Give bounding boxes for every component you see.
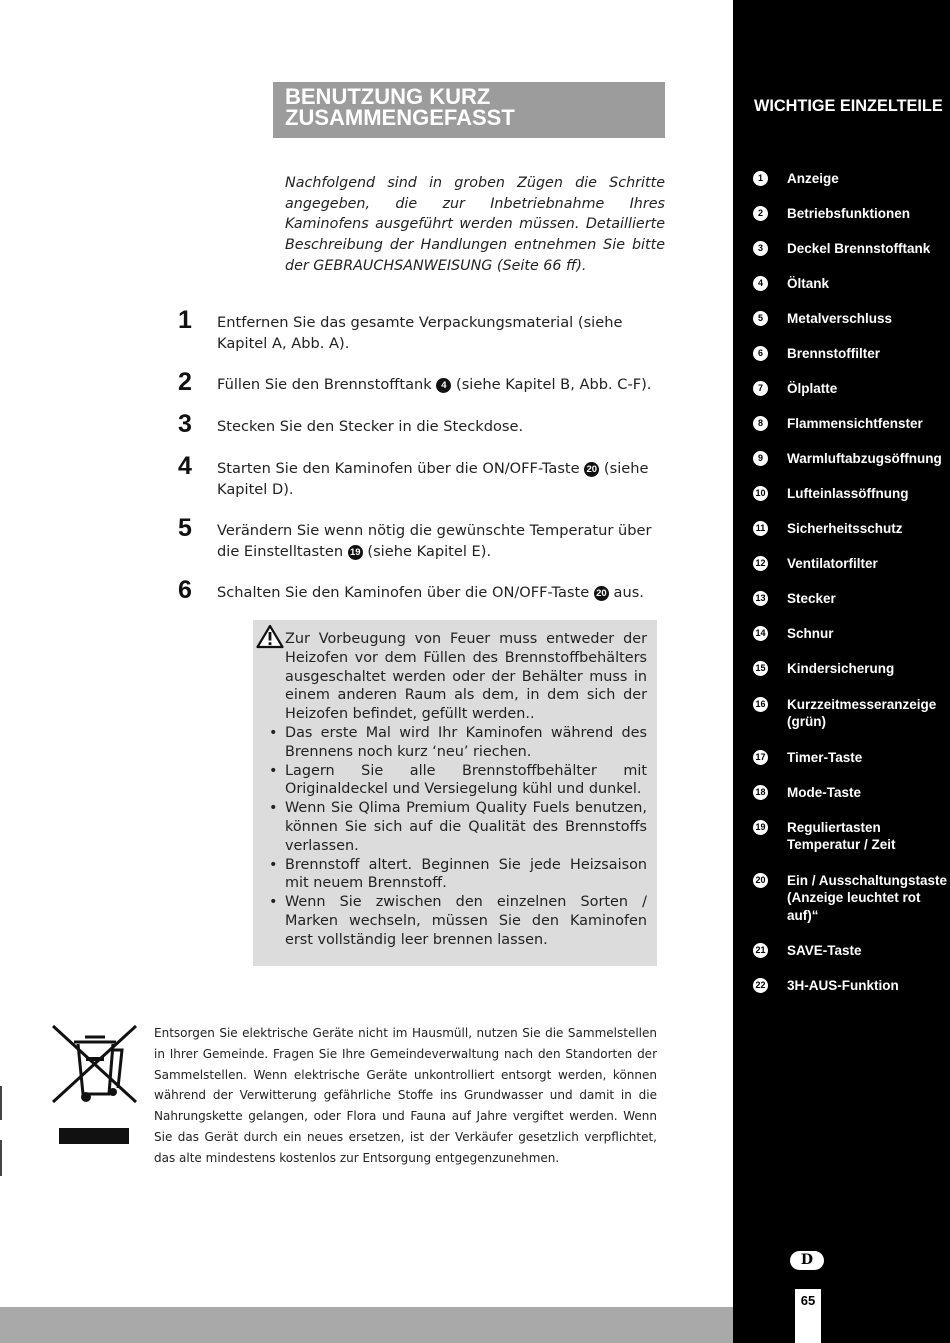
safety-notice-main: Zur Vorbeugung von Feuer muss entweder der Heizofen vor dem Füllen des Brennstoffbehälters ausgeschaltet werden oder der Behälter muss in einem anderen Raum als dem, in dem sich der Heizofen befindet, gefüllt werden..	[285, 631, 647, 723]
step-number: 1	[178, 306, 192, 334]
part-number-badge: 19	[753, 820, 768, 835]
part-label: Schnur	[787, 626, 834, 641]
part-label: Öltank	[787, 276, 830, 291]
part-number-badge: 2	[753, 206, 768, 221]
safety-notice-item: • Wenn Sie zwischen den einzelnen Sorten / Marken wechseln, müssen Sie den Kaminofen erst vollständig leer brennen lassen.	[285, 893, 647, 949]
step-6	[178, 576, 668, 604]
step-number: 6	[178, 576, 192, 604]
step-number: 5	[178, 514, 192, 542]
safety-notice-box	[253, 620, 657, 966]
part-label: Ein / Ausschaltungstaste (Anzeige leuchtet rot auf)“	[787, 873, 948, 923]
safety-notice-item: • Lagern Sie alle Brennstoffbehälter mit Originaldeckel und Versiegelung kühl und dunkel.	[285, 762, 647, 800]
part-number-badge: 6	[753, 346, 768, 361]
part-number-badge: 1	[753, 171, 768, 186]
part-reference-badge: 4	[436, 378, 451, 393]
part-label: Flammensichtfenster	[787, 416, 923, 431]
part-number-badge: 7	[753, 381, 768, 396]
step-number: 2	[178, 368, 192, 396]
step-number: 4	[178, 452, 192, 480]
warning-triangle-icon	[256, 624, 284, 649]
part-label: Ventilatorfilter	[787, 556, 878, 571]
part-label: Ölplatte	[787, 381, 838, 396]
part-label: Mode-Taste	[787, 785, 862, 800]
part-number-badge: 18	[753, 785, 768, 800]
part-number-badge: 21	[753, 943, 768, 958]
step-2	[178, 368, 668, 396]
part-reference-badge: 19	[348, 545, 363, 560]
part-number-badge: 16	[753, 697, 768, 712]
left-margin-marker	[0, 1086, 2, 1120]
footer-bar	[0, 1307, 733, 1343]
crossed-out-wheelie-bin-icon	[52, 1024, 138, 1146]
step-text: Füllen Sie den Brennstofftank	[217, 376, 437, 393]
step-number: 3	[178, 410, 192, 438]
page-number: 65	[795, 1289, 821, 1343]
steps-list	[178, 306, 668, 604]
part-reference-badge: 20	[594, 586, 609, 601]
safety-notice-list	[285, 724, 647, 950]
part-label: Sicherheitsschutz	[787, 521, 903, 536]
part-number-badge: 4	[753, 276, 768, 291]
part-label: Timer-Taste	[787, 750, 863, 765]
part-label: Reguliertasten Temperatur / Zeit	[787, 820, 896, 853]
part-number-badge: 10	[753, 486, 768, 501]
step-text: Starten Sie den Kaminofen über die ON/OFF-Taste	[217, 460, 585, 477]
safety-notice-item: • Wenn Sie Qlima Premium Quality Fuels benutzen, können Sie sich auf die Qualität des Brennstoffs verlassen.	[285, 799, 647, 855]
step-text-tail: (siehe Kapitel B, Abb. C-F).	[451, 376, 652, 393]
step-4	[178, 452, 668, 500]
safety-notice-item: • Brennstoff altert. Beginnen Sie jede Heizsaison mit neuem Brennstoff.	[285, 856, 647, 894]
step-3	[178, 410, 668, 438]
parts-sidebar	[733, 0, 950, 1343]
part-label: Kurzzeitmesseranzeige (grün)	[787, 697, 937, 730]
safety-notice-item: • Das erste Mal wird Ihr Kaminofen während des Brennens noch kurz ‘neu’ riechen.	[285, 724, 647, 762]
part-number-badge: 14	[753, 626, 768, 641]
step-5	[178, 514, 668, 562]
part-number-badge: 17	[753, 750, 768, 765]
part-label: Betriebsfunktionen	[787, 206, 911, 221]
part-label: 3H-AUS-Funktion	[787, 978, 899, 993]
part-reference-badge: 20	[584, 462, 599, 477]
step-text: Verändern Sie wenn nötig die gewünschte Temperatur über die Einstelltasten	[217, 522, 652, 560]
step-text: Stecken Sie den Stecker in die Steckdose.	[217, 418, 524, 435]
left-margin-marker	[0, 1140, 2, 1176]
part-number-badge: 8	[753, 416, 768, 431]
part-label: Metalverschluss	[787, 311, 893, 326]
language-badge: D	[790, 1251, 824, 1270]
page-title-box	[273, 82, 665, 138]
page-title-line-1: BENUTZUNG KURZ	[285, 84, 491, 109]
part-number-badge: 9	[753, 451, 768, 466]
step-text: Schalten Sie den Kaminofen über die ON/OFF-Taste	[217, 584, 594, 601]
disposal-notice: Entsorgen Sie elektrische Geräte nicht im Hausmüll, nutzen Sie die Sammelstellen in Ihrer Gemeinde. Fragen Sie Ihre Gemeindeverwaltung nach den Standorten der Sammelstellen. Wenn elektrische Geräte unkontrolliert entsorgt werden, können während der Verwitterung gefährliche Stoffe ins Grundwasser und damit in die Nahrungskette gelangen, oder Flora und Fauna auf Jahre vergiftet werden. Wenn Sie das Gerät durch ein neues ersetzen, ist der Verkäufer gesetzlich verpflichtet, das alte mindestens kostenlos zur Entsorgung entgegenzunehmen.	[154, 1026, 657, 1165]
part-number-badge: 22	[753, 978, 768, 993]
step-1	[178, 306, 668, 354]
intro-paragraph: Nachfolgend sind in groben Zügen die Schritte angegeben, die zur Inbetriebnahme Ihres Kaminofens ausgeführt werden müssen. Detaillierte Beschreibung der Handlungen entnehmen Sie bitte der GEBRAUCHSANWEISUNG (Seite 66 ff).	[285, 175, 665, 274]
step-text: Entfernen Sie das gesamte Verpackungsmaterial (siehe Kapitel A, Abb. A).	[217, 314, 623, 352]
part-number-badge: 20	[753, 873, 768, 888]
sidebar-title: WICHTIGE EINZELTEILE	[754, 97, 943, 115]
page-title-line-2: ZUSAMMENGEFASST	[285, 105, 515, 130]
part-label: Deckel Brennstofftank	[787, 241, 931, 256]
part-label: Warmluftabzugsöffnung	[787, 451, 942, 466]
part-label: Brennstoffilter	[787, 346, 881, 361]
part-label: Stecker	[787, 591, 836, 606]
part-number-badge: 3	[753, 241, 768, 256]
step-text-tail: (siehe Kapitel D).	[217, 460, 649, 498]
part-number-badge: 11	[753, 521, 768, 536]
part-number-badge: 15	[753, 661, 768, 676]
part-label: Lufteinlassöffnung	[787, 486, 909, 501]
step-text-tail: (siehe Kapitel E).	[362, 543, 492, 560]
part-label: Anzeige	[787, 171, 839, 186]
part-number-badge: 5	[753, 311, 768, 326]
step-text-tail: aus.	[608, 584, 644, 601]
part-label: Kindersicherung	[787, 661, 895, 676]
part-number-badge: 12	[753, 556, 768, 571]
part-label: SAVE-Taste	[787, 943, 862, 958]
part-number-badge: 13	[753, 591, 768, 606]
